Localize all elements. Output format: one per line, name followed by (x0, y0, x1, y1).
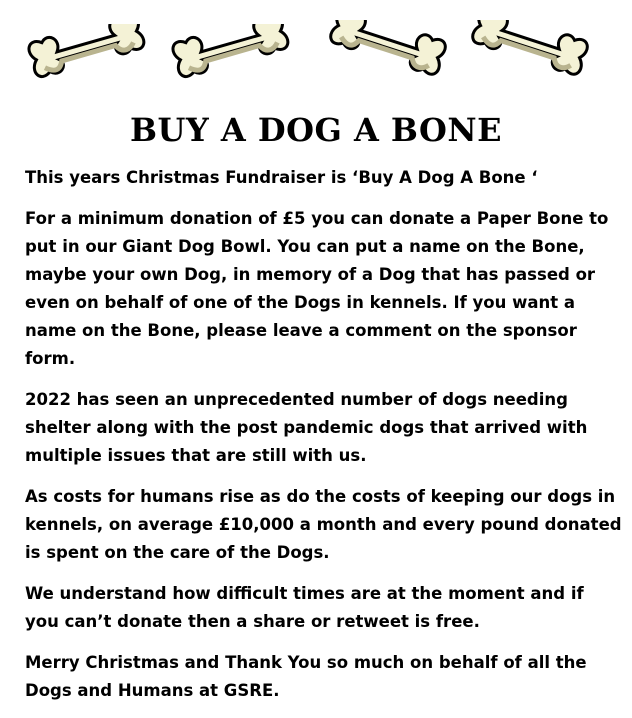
costs-paragraph: As costs for humans rise as do the costs of keeping our dogs in kennels, on average £10,000 a month and every pound donated is spent on the care of the Dogs. (25, 487, 622, 562)
intro-paragraph: This years Christmas Fundraiser is ‘Buy A Dog A Bone ‘ (25, 168, 538, 187)
shelter-paragraph: 2022 has seen an unprecedented number of dogs needing shelter along with the post pandemic dogs that arrived with multiple issues that are still with us. (25, 390, 588, 465)
dog-bone-icon (316, 20, 452, 88)
dog-bone-icon (458, 20, 594, 88)
dog-bone-icon (166, 24, 302, 92)
donation-paragraph: For a minimum donation of £5 you can donate a Paper Bone to put in our Giant Dog Bowl. You can put a name on the Bone, maybe your own Dog, in memory of a Dog that has passed or even on behalf of one of the Dogs in kennels. If you want a name on the Bone, please leave a comment on the sponsor form. (25, 209, 609, 368)
closing-paragraph: Merry Christmas and Thank You so much on behalf of all the Dogs and Humans at GSRE. (25, 653, 587, 700)
bone-banner (0, 0, 632, 100)
share-paragraph: We understand how difficult times are at the moment and if you can’t donate then a share or retweet is free. (25, 584, 584, 631)
page-title: BUY A DOG A BONE (129, 111, 503, 149)
dog-bone-icon (22, 24, 158, 92)
fundraiser-text (25, 164, 623, 718)
